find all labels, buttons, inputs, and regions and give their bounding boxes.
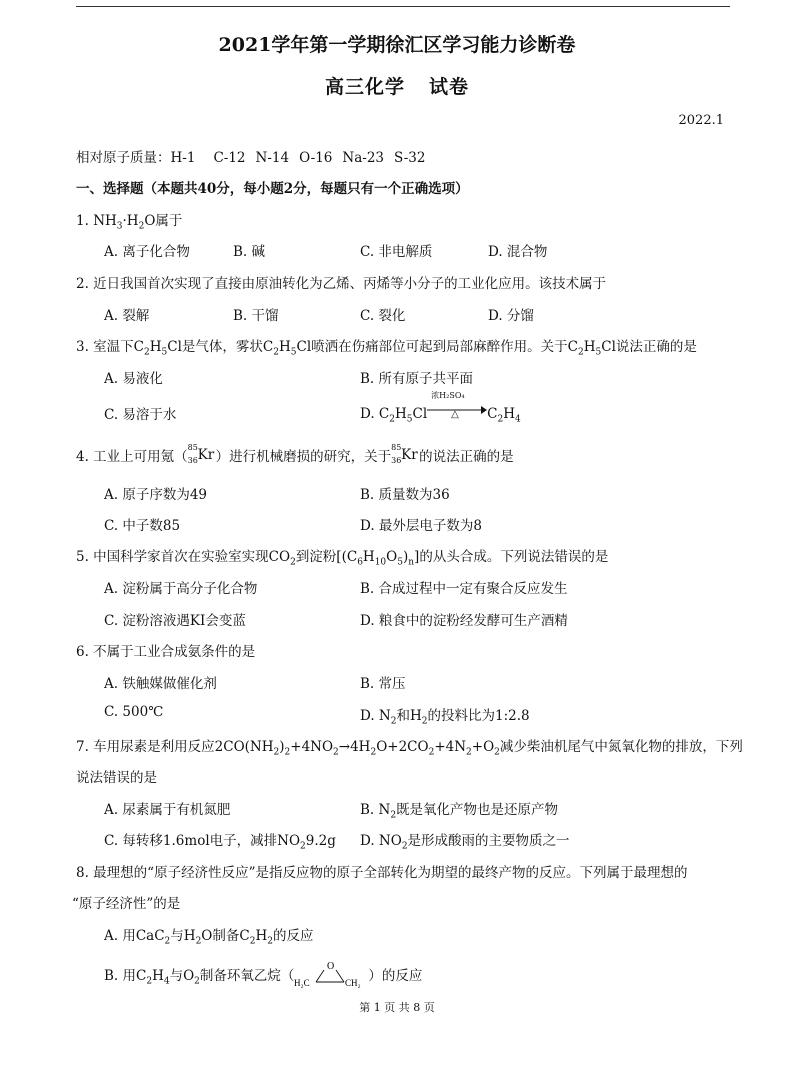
question-8-stem: 8. 最理想的“原子经济性反应”是指反应物的原子全部转化为期望的最终产物的反应。下列属于最理想的	[76, 865, 688, 881]
q4-option-c: C. 中子数85	[104, 518, 181, 534]
q2-option-a: A. 裂解	[104, 308, 150, 324]
exam-title: 2021学年第一学期徐汇区学习能力诊断卷	[218, 34, 576, 56]
krypton-nuclide: 85 36 Kr	[391, 443, 418, 465]
q5-option-c: C. 淀粉溶液遇KI会变蓝	[104, 613, 246, 629]
q3-option-d: D. $C_2H_5Cl$ 浓H₂SO₄ △ $C_2H_4$	[360, 391, 521, 425]
q7-option-c: C. 每转移1.6mol电子，减排$NO_29.2g$	[104, 833, 336, 852]
question-7-stem-line2: 说法错误的是	[76, 770, 157, 786]
ethylene-oxide-structure-icon	[294, 960, 368, 988]
q6-option-c: C. 500℃	[104, 704, 164, 720]
q1-option-a: A. 离子化合物	[104, 244, 190, 260]
section-1-title: 一、选择题（本题共40分，每小题2分，每题只有一个正确选项）	[76, 181, 469, 197]
epoxide-right-label: CH₂	[345, 978, 362, 988]
question-1-stem: 1. $NH_3\cdot H_2O$属于	[76, 213, 183, 232]
q4-option-d: D. 最外层电子数为8	[360, 518, 483, 534]
q3-option-a: A. 易液化	[104, 371, 163, 387]
q8-option-b: B. 用$C_2H_4$与$O_2$制备环氧乙烷（ O H₂C CH₂ ）的反应	[104, 961, 423, 988]
q1-option-c: C. 非电解质	[360, 244, 433, 260]
q5-option-a: A. 淀粉属于高分子化合物	[104, 581, 258, 597]
q3-option-c: C. 易溶于水	[104, 407, 177, 423]
q4-option-a: A. 原子序数为49	[104, 487, 208, 503]
exam-subtitle: 高三化学 试卷	[324, 76, 470, 98]
question-2-stem: 2. 近日我国首次实现了直接由原油转化为乙烯、丙烯等小分子的工业化应用。该技术属于	[76, 276, 607, 292]
q7-option-d: D. $NO_2$是形成酸雨的主要物质之一	[360, 833, 570, 852]
q6-option-d: D. $N_2$和$H_2$的投料比为1:2.8	[360, 708, 530, 727]
atomic-mass-line: 相对原子质量：H-1 C-12 N-14 O-16 Na-23 S-32	[76, 150, 426, 166]
q2-option-c: C. 裂化	[360, 308, 406, 324]
question-4-stem: 4. 工业上可用氪（ 85 36 Kr ）进行机械磨损的研究，关于 85 36 Kr 的说法正确的是	[76, 443, 514, 465]
q4-option-b: B. 质量数为36	[360, 487, 450, 503]
epoxide-o-label: O	[327, 961, 335, 972]
q3-option-b: B. 所有原子共平面	[360, 371, 474, 387]
page-footer: 第 1 页 共 8 页	[359, 1001, 435, 1014]
q7-option-b: B. $N_2$既是氧化产物也是还原产物	[360, 802, 559, 821]
q6-option-b: B. 常压	[360, 676, 406, 692]
q5-option-d: D. 粮食中的淀粉经发酵可生产酒精	[360, 613, 568, 629]
q1-option-b: B. 碱	[233, 244, 266, 260]
q1-option-d: D. 混合物	[488, 244, 548, 260]
question-6-stem: 6. 不属于工业合成氨条件的是	[76, 644, 256, 660]
question-8-stem-line2: “原子经济性”的是	[72, 896, 181, 912]
q2-option-b: B. 干馏	[233, 308, 279, 324]
question-5-stem: 5. 中国科学家首次在实验室实现$CO_2$到淀粉$[(C_6H_{10}O_5)_n]$的从头合成。下列说法错误的是	[76, 549, 609, 568]
q2-option-d: D. 分馏	[488, 308, 534, 324]
question-7-stem: 7. 车用尿素是利用反应$2CO(NH_2)_2+4NO_2\to 4H_2O+2CO_2+4N_2+O_2$减少柴油机尾气中氮氧化物的排放，下列	[76, 739, 743, 758]
q6-option-a: A. 铁触媒做催化剂	[104, 676, 217, 692]
question-3-stem: 3. 室温下$C_2H_5Cl$是气体，雾状$C_2H_5Cl$喷洒在伤痛部位可起到局部麻醉作用。关于$C_2H_5Cl$说法正确的是	[76, 339, 697, 358]
q7-option-a: A. 尿素属于有机氮肥	[104, 802, 231, 818]
epoxide-left-label: H₂C	[294, 978, 311, 988]
q8-option-a: A. 用CaC$_2$与$H_2O$制备$C_2H_2$的反应	[104, 928, 314, 947]
top-rule	[76, 6, 730, 7]
reaction-arrow: 浓H₂SO₄ △	[427, 403, 487, 417]
q5-option-b: B. 合成过程中一定有聚合反应发生	[360, 581, 568, 597]
krypton-nuclide: 85 36 Kr	[187, 443, 215, 465]
exam-date: 2022.1	[678, 113, 724, 128]
